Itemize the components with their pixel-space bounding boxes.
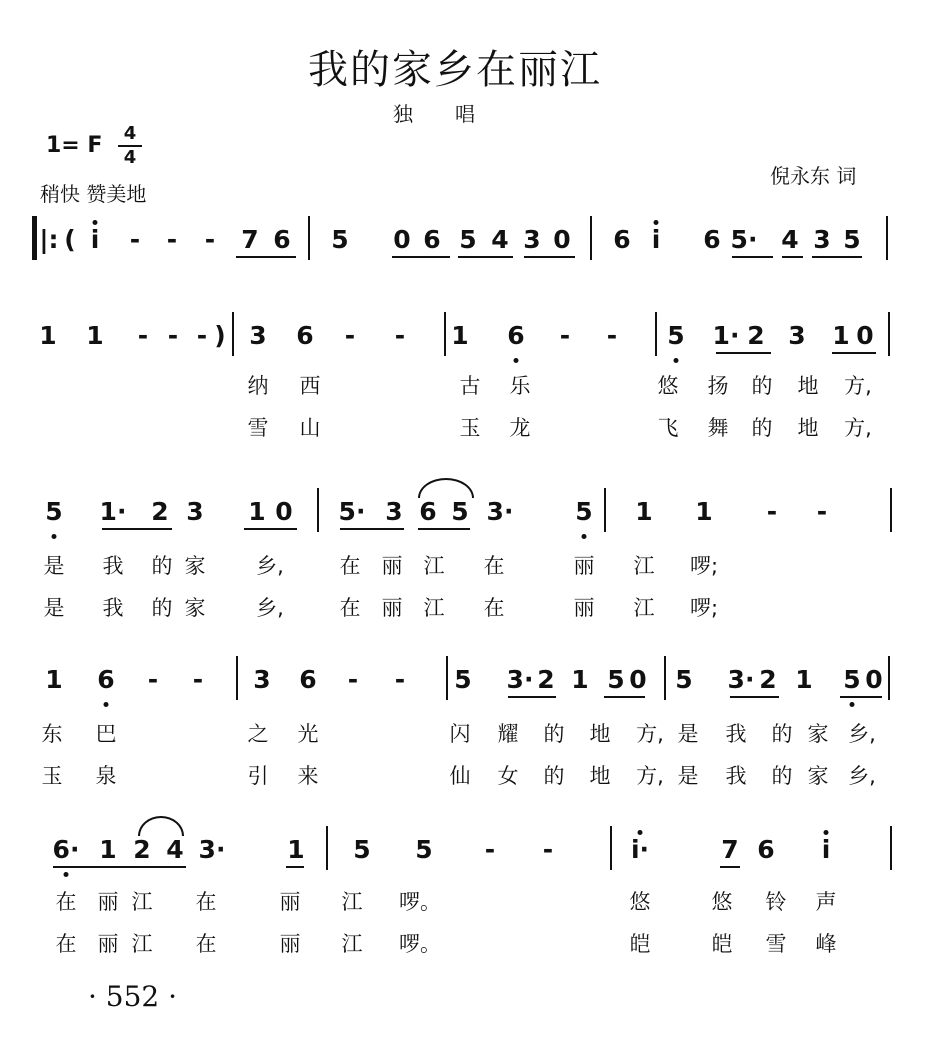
jianpu-note: 3 [523, 225, 541, 254]
note-underline [832, 352, 876, 354]
lyric-verse1: 之 [247, 722, 269, 746]
tie-arc [138, 816, 184, 836]
lyric-verse2: 飞 [657, 416, 679, 440]
lyric-verse2: 啰; [689, 596, 719, 620]
lyric-verse1: 纳 [247, 374, 269, 398]
lyric-verse2: 在 [483, 596, 505, 620]
meter-top: 4 [123, 123, 137, 144]
note-underline [604, 696, 645, 698]
lyric-verse1: 铃 [765, 890, 787, 914]
jianpu-note: - [344, 321, 356, 350]
jianpu-note: 2 [151, 497, 169, 526]
lyric-verse2: 山 [299, 416, 321, 440]
jianpu-note: - [559, 321, 571, 350]
jianpu-note: 6 [613, 225, 631, 254]
jianpu-note: 1· [712, 321, 740, 350]
octave-dot-low [582, 534, 587, 539]
jianpu-note: 4 [491, 225, 509, 254]
jianpu-note: 5 [843, 225, 861, 254]
jianpu-note: 1 [571, 665, 589, 694]
note-underline [812, 256, 862, 258]
jianpu-note: 4 [166, 835, 184, 864]
note-underline [150, 528, 172, 530]
bar-line [446, 656, 448, 700]
jianpu-note: 5 [454, 665, 472, 694]
tie-arc [418, 478, 474, 498]
jianpu-note: 0 [856, 321, 874, 350]
lyric-verse1: 的 [151, 554, 173, 578]
lyric-verse1: 啰; [689, 554, 719, 578]
lyric-verse2: 江 [633, 596, 655, 620]
lyric-verse2: 在 [195, 932, 217, 956]
jianpu-note: 1 [248, 497, 266, 526]
score-line-5 [0, 816, 952, 976]
lyric-verse1: 声 [815, 890, 837, 914]
jianpu-note: 1· [99, 497, 127, 526]
lyric-verse1: 闪 [449, 722, 471, 746]
jianpu-note: 6 [703, 225, 721, 254]
octave-dot-high [638, 830, 643, 835]
lyric-verse2: 我 [102, 596, 124, 620]
bar-line [610, 826, 612, 870]
jianpu-note: 3 [253, 665, 271, 694]
bar-line [326, 826, 328, 870]
lyric-verse1: 在 [195, 890, 217, 914]
jianpu-note: - [129, 225, 141, 254]
lyric-verse2: 的 [751, 416, 773, 440]
note-underline [244, 528, 297, 530]
lyric-verse2: 舞 [707, 416, 729, 440]
jianpu-note: 5 [675, 665, 693, 694]
lyric-verse2: 的 [543, 764, 565, 788]
jianpu-note: - [167, 321, 179, 350]
note-underline [418, 528, 470, 530]
jianpu-note: 2 [133, 835, 151, 864]
jianpu-note: 6 [757, 835, 775, 864]
lyric-verse1: 西 [299, 374, 321, 398]
lyricist-credit: 倪永东 词 [770, 164, 857, 188]
octave-dot-low [674, 358, 679, 363]
lyric-verse1: 啰。 [399, 890, 441, 914]
lyric-verse2: 家 [807, 764, 829, 788]
jianpu-note: - [166, 225, 178, 254]
jianpu-note: 1 [99, 835, 117, 864]
jianpu-note: 1 [451, 321, 469, 350]
octave-dot-low [104, 702, 109, 707]
lyric-verse2: 丽 [279, 932, 301, 956]
lyric-verse2: 地 [589, 764, 611, 788]
jianpu-note: - [196, 321, 208, 350]
jianpu-note: 6 [507, 321, 525, 350]
jianpu-note: - [204, 225, 216, 254]
jianpu-note: 5 [451, 497, 469, 526]
lyric-verse1: 在 [483, 554, 505, 578]
jianpu-note: 3· [727, 665, 755, 694]
lyric-verse1: 悠 [657, 374, 679, 398]
jianpu-note: 3 [788, 321, 806, 350]
lyric-verse2: 方, [844, 416, 872, 440]
jianpu-note: 5 [353, 835, 371, 864]
lyric-verse2: 玉 [41, 764, 63, 788]
lyric-verse1: 古 [459, 374, 481, 398]
jianpu-note: 2 [537, 665, 555, 694]
lyric-verse2: 啰。 [399, 932, 441, 956]
meter-bottom: 4 [123, 147, 137, 168]
jianpu-note: - [394, 321, 406, 350]
note-underline [387, 528, 404, 530]
lyric-verse2: 雪 [247, 416, 269, 440]
jianpu-note: 6 [273, 225, 291, 254]
lyric-verse2: 的 [151, 596, 173, 620]
jianpu-note: 5 [843, 665, 861, 694]
lyric-verse2: 女 [497, 764, 519, 788]
note-underline [458, 256, 513, 258]
tempo-marking: 稍快 赞美地 [40, 182, 147, 206]
jianpu-note: 3 [813, 225, 831, 254]
note-underline [748, 352, 771, 354]
lyric-verse2: 在 [339, 596, 361, 620]
lyric-verse1: 扬 [707, 374, 729, 398]
jianpu-note: 5 [415, 835, 433, 864]
lyric-verse2: 在 [55, 932, 77, 956]
note-underline [236, 256, 296, 258]
lyric-verse1: 东 [41, 722, 63, 746]
jianpu-note: |: [39, 225, 59, 254]
lyric-verse1: 丽 [573, 554, 595, 578]
lyric-verse2: 雪 [765, 932, 787, 956]
lyric-verse2: 江 [131, 932, 153, 956]
jianpu-note: i [651, 225, 661, 254]
jianpu-note: i· [630, 835, 650, 864]
jianpu-note: i [90, 225, 100, 254]
lyric-verse1: 在 [55, 890, 77, 914]
lyric-verse2: 的 [771, 764, 793, 788]
bar-line [888, 656, 890, 700]
jianpu-note: 4 [781, 225, 799, 254]
jianpu-note: 6 [423, 225, 441, 254]
note-underline [536, 696, 556, 698]
jianpu-note: 6 [296, 321, 314, 350]
jianpu-note: 2 [747, 321, 765, 350]
lyric-verse1: 我 [725, 722, 747, 746]
jianpu-note: 6 [419, 497, 437, 526]
bar-line [32, 216, 37, 260]
note-underline [840, 696, 882, 698]
score-line-4 [0, 648, 952, 808]
lyric-verse2: 是 [677, 764, 699, 788]
bar-line [888, 312, 890, 356]
octave-dot-low [52, 534, 57, 539]
lyric-verse2: 家 [184, 596, 206, 620]
lyric-verse1: 地 [797, 374, 819, 398]
jianpu-note: 5 [459, 225, 477, 254]
bar-line [317, 488, 319, 532]
bar-line [590, 216, 592, 260]
jianpu-note: - [394, 665, 406, 694]
bar-line [890, 826, 892, 870]
lyric-verse2: 丽 [381, 596, 403, 620]
note-underline [732, 256, 773, 258]
lyric-verse1: 是 [677, 722, 699, 746]
lyric-verse2: 地 [797, 416, 819, 440]
note-underline [524, 256, 575, 258]
lyric-verse2: 丽 [97, 932, 119, 956]
bar-line [308, 216, 310, 260]
jianpu-note: 1 [695, 497, 713, 526]
lyric-verse1: 江 [131, 890, 153, 914]
jianpu-note: ) [214, 321, 226, 350]
song-subtitle: 独唱 [393, 102, 517, 126]
lyric-verse1: 乐 [509, 374, 531, 398]
score-line-3 [0, 480, 952, 640]
lyric-verse1: 乡, [848, 722, 876, 746]
jianpu-note: 1 [45, 665, 63, 694]
jianpu-note: 0 [553, 225, 571, 254]
lyric-verse1: 丽 [381, 554, 403, 578]
lyric-verse1: 家 [184, 554, 206, 578]
lyric-verse1: 乡, [256, 554, 284, 578]
jianpu-note: - [766, 497, 778, 526]
lyric-verse2: 皑 [629, 932, 651, 956]
jianpu-note: i [821, 835, 831, 864]
lyric-verse2: 我 [725, 764, 747, 788]
jianpu-note: - [484, 835, 496, 864]
jianpu-note: 5 [331, 225, 349, 254]
bar-line [890, 488, 892, 532]
lyric-verse1: 家 [807, 722, 829, 746]
lyric-verse2: 乡, [256, 596, 284, 620]
jianpu-note: 3· [506, 665, 534, 694]
time-signature [118, 124, 142, 168]
bar-line [604, 488, 606, 532]
lyric-verse2: 方, [636, 764, 664, 788]
jianpu-note: 0 [865, 665, 883, 694]
octave-dot-high [93, 220, 98, 225]
jianpu-note: 5 [607, 665, 625, 694]
lyric-verse1: 江 [633, 554, 655, 578]
page-number: · 552 · [88, 980, 178, 1013]
lyric-verse1: 悠 [711, 890, 733, 914]
lyric-verse1: 地 [589, 722, 611, 746]
jianpu-note: 2 [759, 665, 777, 694]
bar-line [886, 216, 888, 260]
lyric-verse1: 耀 [497, 722, 519, 746]
lyric-verse1: 江 [341, 890, 363, 914]
lyric-verse2: 仙 [449, 764, 471, 788]
score-line-2 [0, 300, 952, 460]
jianpu-note: 1 [39, 321, 57, 350]
note-underline [130, 866, 186, 868]
jianpu-note: - [192, 665, 204, 694]
jianpu-note: 0 [275, 497, 293, 526]
note-underline [720, 866, 740, 868]
note-underline [286, 866, 304, 868]
jianpu-note: 5· [338, 497, 366, 526]
key-signature: 1= F [46, 133, 103, 158]
octave-dot-high [654, 220, 659, 225]
jianpu-note: 7 [721, 835, 739, 864]
bar-line [444, 312, 446, 356]
lyric-verse2: 泉 [95, 764, 117, 788]
lyric-verse1: 方, [636, 722, 664, 746]
lyric-verse2: 丽 [573, 596, 595, 620]
lyric-verse1: 方, [844, 374, 872, 398]
jianpu-note: 5 [575, 497, 593, 526]
jianpu-note: 6 [97, 665, 115, 694]
lyric-verse1: 悠 [629, 890, 651, 914]
note-underline [782, 256, 803, 258]
jianpu-note: 6 [299, 665, 317, 694]
jianpu-note: 7 [241, 225, 259, 254]
note-underline [392, 256, 450, 258]
lyric-verse2: 皑 [711, 932, 733, 956]
jianpu-note: 3 [249, 321, 267, 350]
jianpu-note: - [606, 321, 618, 350]
bar-line [236, 656, 238, 700]
lyric-verse2: 江 [341, 932, 363, 956]
bar-line [655, 312, 657, 356]
lyric-verse2: 龙 [509, 416, 531, 440]
jianpu-note: 1 [795, 665, 813, 694]
octave-dot-low [514, 358, 519, 363]
octave-dot-high [824, 830, 829, 835]
jianpu-note: - [147, 665, 159, 694]
lyric-verse2: 玉 [459, 416, 481, 440]
lyric-verse1: 的 [543, 722, 565, 746]
note-underline [756, 696, 779, 698]
jianpu-note: 1 [635, 497, 653, 526]
lyric-verse2: 引 [247, 764, 269, 788]
lyric-verse1: 是 [43, 554, 65, 578]
jianpu-note: 3 [186, 497, 204, 526]
bar-line [664, 656, 666, 700]
lyric-verse1: 江 [423, 554, 445, 578]
lyric-verse1: 丽 [279, 890, 301, 914]
jianpu-note: 5 [667, 321, 685, 350]
lyric-verse1: 在 [339, 554, 361, 578]
lyric-verse1: 光 [297, 722, 319, 746]
jianpu-note: - [816, 497, 828, 526]
lyric-verse2: 乡, [848, 764, 876, 788]
jianpu-note: 0 [393, 225, 411, 254]
jianpu-note: 0 [629, 665, 647, 694]
jianpu-note: - [137, 321, 149, 350]
jianpu-note: - [347, 665, 359, 694]
jianpu-note: 5 [45, 497, 63, 526]
bar-line [232, 312, 234, 356]
lyric-verse2: 来 [297, 764, 319, 788]
jianpu-note: - [542, 835, 554, 864]
lyric-verse1: 的 [751, 374, 773, 398]
lyric-verse1: 我 [102, 554, 124, 578]
lyric-verse2: 江 [423, 596, 445, 620]
lyric-verse1: 丽 [97, 890, 119, 914]
jianpu-note: 6· [52, 835, 80, 864]
jianpu-note: 3· [486, 497, 514, 526]
lyric-verse2: 是 [43, 596, 65, 620]
jianpu-note: 1 [287, 835, 305, 864]
octave-dot-low [64, 872, 69, 877]
jianpu-note: ( [64, 225, 76, 254]
jianpu-note: 3· [198, 835, 226, 864]
jianpu-note: 1 [86, 321, 104, 350]
lyric-verse1: 的 [771, 722, 793, 746]
octave-dot-low [850, 702, 855, 707]
lyric-verse1: 巴 [95, 722, 117, 746]
jianpu-note: 1 [832, 321, 850, 350]
jianpu-note: 3 [385, 497, 403, 526]
song-title: 我的家乡在丽江 [308, 47, 602, 93]
jianpu-note: 5· [730, 225, 758, 254]
lyric-verse2: 峰 [815, 932, 837, 956]
